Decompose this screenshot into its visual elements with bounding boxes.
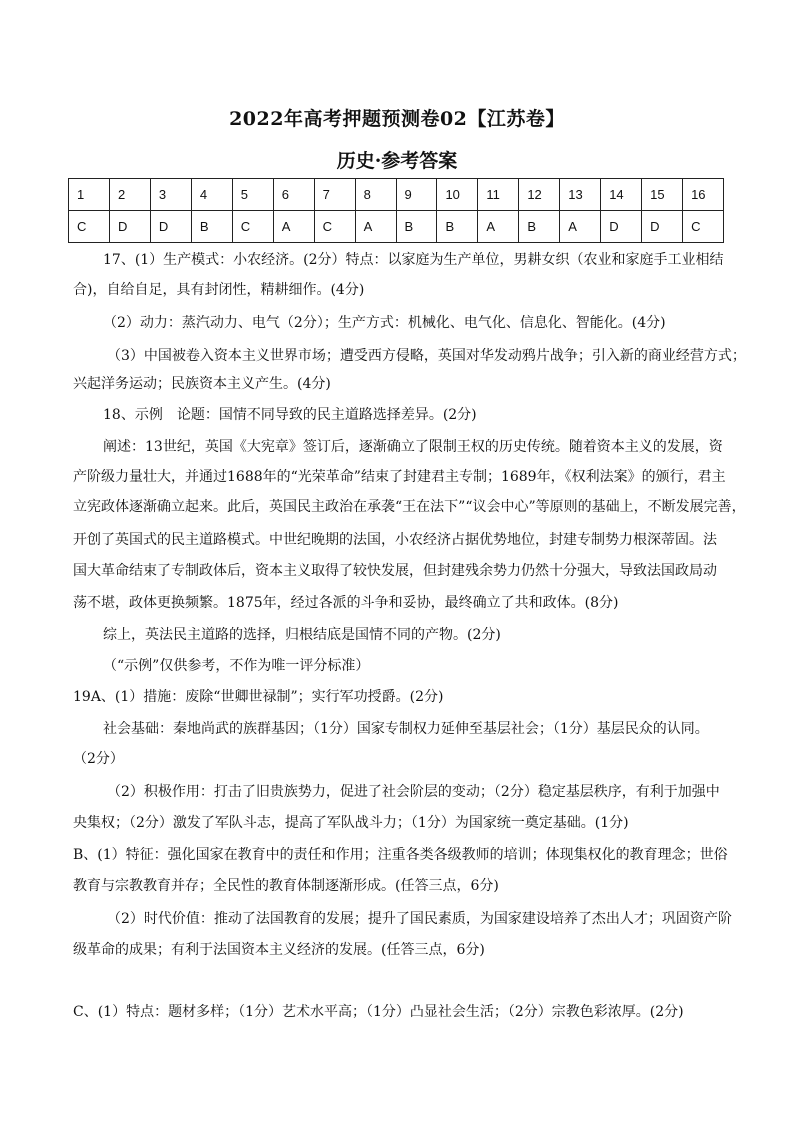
q18-body-line5: 国大革命结束了专制政体后，资本主义取得了较快发展，但封建残余势力仍然十分强大，导致法国政局动 (73, 563, 717, 579)
answer-cell: B (396, 211, 437, 243)
q19b-part2-line1: （2）时代价值：推动了法国教育的发展；提升了国民素质，为国家建设培养了杰出人才；巩固资产阶 (107, 911, 732, 927)
q18-conclusion-line: 综上，英法民主道路的选择，归根结底是国情不同的产物。(2分) (103, 627, 501, 643)
answer-cell: A (273, 211, 314, 243)
question-number-row (69, 179, 724, 211)
question-number: 4 (191, 179, 232, 211)
q19b-part2-line2: 级革命的成果；有利于法国资本主义经济的发展。(任答三点，6分) (73, 942, 485, 958)
question-number: 2 (109, 179, 150, 211)
q19a-part1-line2: 社会基础：秦地尚武的族群基因；（1分）国家专制权力延伸至基层社会；（1分）基层民众的认同。 (103, 721, 709, 737)
question-number: 12 (519, 179, 560, 211)
q17-part1-line1: 17、(1）生产模式：小农经济。(2分）特点：以家庭为生产单位，男耕女织（农业和家庭手工业相结 (103, 252, 724, 268)
answer-cell: D (642, 211, 683, 243)
question-number: 11 (478, 179, 519, 211)
q19a-part2-line1: （2）积极作用：打击了旧贵族势力，促进了社会阶层的变动；（2分）稳定基层秩序，有利于加强中 (107, 784, 720, 800)
answer-table (68, 178, 724, 243)
question-number: 7 (314, 179, 355, 211)
question-number: 8 (355, 179, 396, 211)
answer-cell: D (109, 211, 150, 243)
q18-body-line4: 开创了英国式的民主道路模式。中世纪晚期的法国，小农经济占据优势地位，封建专制势力根深蒂固。法 (73, 532, 717, 548)
answer-cell: D (601, 211, 642, 243)
answer-cell: C (314, 211, 355, 243)
q17-part2-line: （2）动力：蒸汽动力、电气（2分）；生产方式：机械化、电气化、信息化、智能化。(4分) (103, 315, 666, 331)
q19b-part1-line2: 教育与宗教教育并存；全民性的教育体制逐渐形成。(任答三点，6分) (73, 878, 499, 894)
answer-cell: A (560, 211, 601, 243)
answer-cell: C (232, 211, 273, 243)
answer-cell: D (150, 211, 191, 243)
document-title: 2022年高考押题预测卷02【江苏卷】 (229, 108, 565, 130)
question-number: 14 (601, 179, 642, 211)
q19c-part1-line: C、(1）特点：题材多样；（1分）艺术水平高；（1分）凸显社会生活；（2分）宗教色彩浓厚。(2分) (73, 1004, 684, 1020)
q18-body-line3: 立宪政体逐渐确立起来。此后，英国民主政治在承袭“王在法下”“议会中心”等原则的基础上，不断发展完善， (73, 499, 746, 515)
q19b-part1-line1: B、(1）特征：强化国家在教育中的责任和作用；注重各类各级教师的培训；体现集权化的教育理念；世俗 (73, 847, 728, 863)
answer-cell: A (355, 211, 396, 243)
question-number: 1 (69, 179, 110, 211)
document-subtitle: 历史·参考答案 (336, 150, 458, 172)
q19a-part1-line3: （2分） (73, 751, 124, 767)
answer-cell: A (478, 211, 519, 243)
question-number: 6 (273, 179, 314, 211)
q19a-part1-line1: 19A、(1）措施：废除“世卿世禄制”；实行军功授爵。(2分) (73, 689, 444, 705)
q18-body-line1: 阐述：13世纪，英国《大宪章》签订后，逐渐确立了限制王权的历史传统。随着资本主义的发展，资 (103, 439, 723, 455)
q18-thesis-line: 18、示例 论题：国情不同导致的民主道路选择差异。(2分) (103, 407, 477, 423)
question-number: 16 (683, 179, 724, 211)
answer-row (69, 211, 724, 243)
answer-cell: B (191, 211, 232, 243)
question-number: 5 (232, 179, 273, 211)
question-number: 9 (396, 179, 437, 211)
question-number: 10 (437, 179, 478, 211)
answer-cell: B (519, 211, 560, 243)
q17-part3-line2: 兴起洋务运动；民族资本主义产生。(4分) (73, 376, 331, 392)
answer-cell: C (683, 211, 724, 243)
q18-note-line: （“示例”仅供参考，不作为唯一评分标准） (103, 658, 370, 674)
answer-cell: B (437, 211, 478, 243)
q18-body-line2: 产阶级力量壮大，并通过1688年的“光荣革命”结束了封建君主专制；1689年，《权利法案》的颁行，君主 (73, 469, 726, 485)
q19a-part2-line2: 央集权；（2分）激发了军队斗志，提高了军队战斗力；（1分）为国家统一奠定基础。(1分) (73, 815, 629, 831)
q17-part1-line2: 合)，自给自足，具有封闭性，精耕细作。(4分) (73, 282, 365, 298)
q17-part3-line1: （3）中国被卷入资本主义世界市场；遭受西方侵略，英国对华发动鸦片战争；引入新的商业经营方式； (107, 348, 746, 364)
question-number: 3 (150, 179, 191, 211)
answer-cell: C (69, 211, 110, 243)
question-number: 13 (560, 179, 601, 211)
question-number: 15 (642, 179, 683, 211)
q18-body-line6: 荡不堪，政体更换频繁。1875年，经过各派的斗争和妥协，最终确立了共和政体。(8分) (73, 595, 619, 611)
